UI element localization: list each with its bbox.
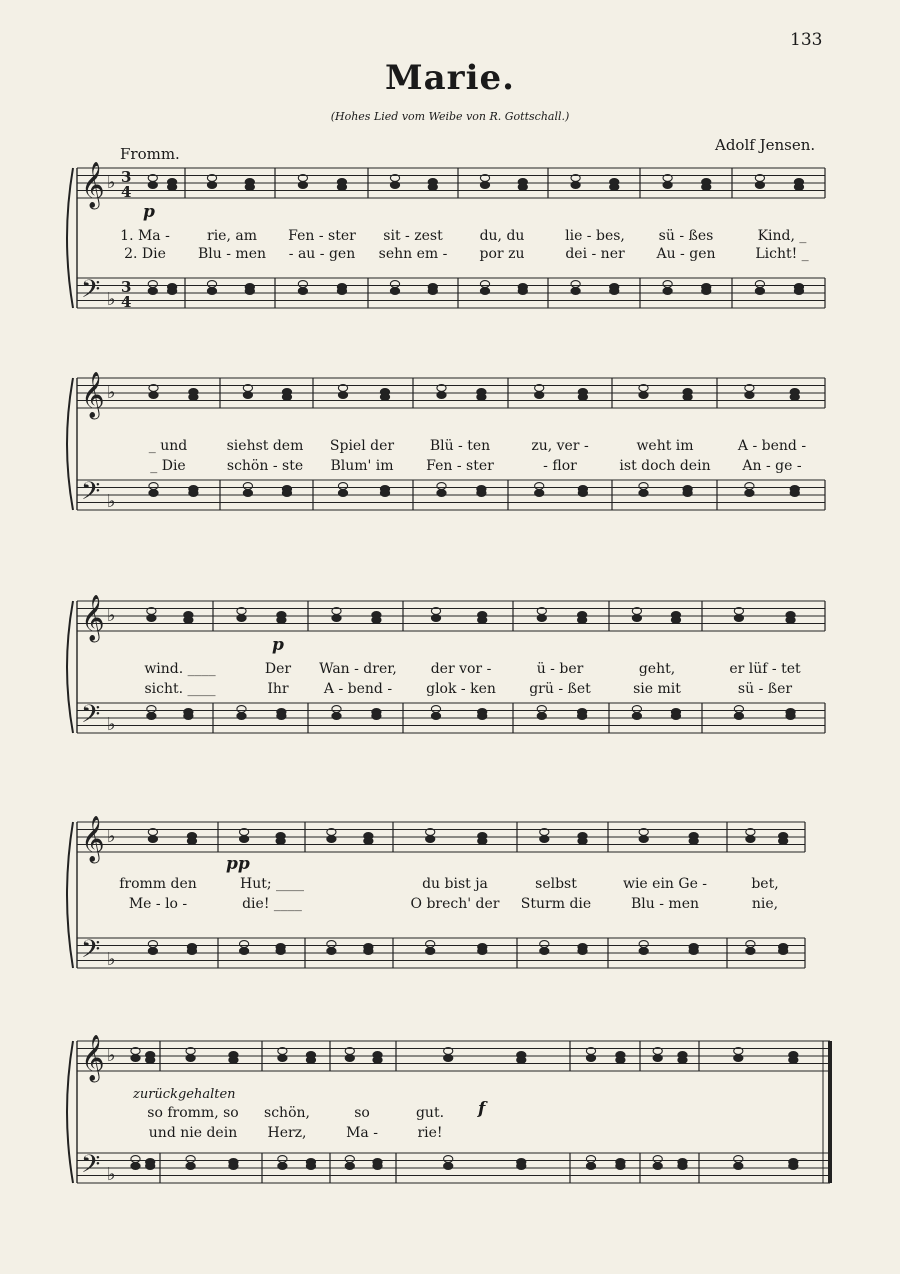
bass-clef: 𝄢	[81, 935, 101, 970]
time-signature-bottom: 4	[121, 293, 132, 311]
lyric-syllable: por zu	[479, 246, 525, 262]
note-head	[535, 483, 544, 490]
note-head	[229, 1163, 238, 1170]
note-head	[518, 184, 527, 191]
note-head	[187, 948, 196, 955]
note-head	[734, 615, 743, 622]
lyric-syllable: _ und	[148, 438, 188, 454]
note-head	[790, 394, 799, 401]
lyric-verse-2	[0, 896, 900, 918]
lyric-syllable: Sturm die	[520, 896, 592, 912]
note-head	[229, 1057, 238, 1064]
note-head	[689, 948, 698, 955]
note-head	[337, 288, 346, 295]
note-head	[789, 1057, 798, 1064]
note-head	[734, 1163, 743, 1170]
note-head	[616, 1163, 625, 1170]
note-head	[444, 1163, 453, 1170]
lyric-syllable: A - bend -	[737, 438, 807, 454]
lyric-syllable: Kind, _	[757, 228, 807, 244]
note-head	[189, 490, 198, 497]
note-head	[689, 838, 698, 845]
dynamic-marking: p	[272, 635, 284, 655]
lyric-syllable: gut.	[415, 1105, 445, 1121]
lyric-syllable: so	[354, 1105, 370, 1121]
lyric-syllable: Fen - ster	[426, 458, 494, 474]
note-head	[678, 1057, 687, 1064]
note-head	[683, 490, 692, 497]
lyric-syllable: Me - lo -	[128, 896, 188, 912]
note-head	[426, 941, 435, 948]
note-head	[745, 490, 754, 497]
note-head	[148, 948, 157, 955]
lyric-syllable: wind. ____	[144, 661, 216, 677]
note-head	[306, 1163, 315, 1170]
composer-name: Adolf Jensen.	[715, 136, 816, 154]
lyric-syllable: die! ____	[242, 896, 302, 912]
note-head	[734, 1156, 743, 1163]
note-head	[373, 1057, 382, 1064]
note-head	[276, 948, 285, 955]
note-head	[571, 182, 580, 189]
note-head	[277, 713, 286, 720]
lyric-syllable: sie mit	[633, 681, 681, 697]
note-head	[148, 288, 157, 295]
note-head	[147, 713, 156, 720]
music-system-2	[0, 372, 900, 532]
note-head	[184, 617, 193, 624]
note-head	[345, 1156, 354, 1163]
note-head	[632, 713, 641, 720]
lyric-syllable: rie, am	[207, 228, 257, 244]
note-head	[327, 941, 336, 948]
note-head	[437, 490, 446, 497]
note-head	[632, 706, 641, 713]
note-head	[380, 394, 389, 401]
lyric-syllable: sü - ßes	[658, 228, 714, 244]
note-head	[745, 483, 754, 490]
lyric-syllable: 2. Die	[124, 246, 166, 262]
note-head	[390, 288, 399, 295]
dynamic-marking: f	[478, 1099, 486, 1119]
note-head	[663, 288, 672, 295]
note-head	[537, 615, 546, 622]
lyric-syllable: ü - ber	[536, 661, 584, 677]
note-head	[332, 615, 341, 622]
lyric-syllable: dei - ner	[565, 246, 625, 262]
lyric-syllable: geht,	[638, 661, 676, 677]
note-head	[794, 288, 803, 295]
flat-sign: ♭	[107, 826, 116, 847]
lyric-syllable: weht im	[636, 438, 694, 454]
lyric-syllable: sit - zest	[383, 228, 443, 244]
note-head	[734, 1055, 743, 1062]
note-head	[278, 1156, 287, 1163]
note-head	[338, 483, 347, 490]
treble-clef: 𝄞	[81, 595, 105, 641]
note-head	[186, 1163, 195, 1170]
note-head	[653, 1055, 662, 1062]
lyric-syllable: du bist ja	[422, 876, 488, 892]
note-head	[540, 836, 549, 843]
note-head	[146, 1163, 155, 1170]
note-head	[671, 617, 680, 624]
lyric-verse-2	[0, 681, 900, 703]
note-head	[663, 182, 672, 189]
note-head	[146, 1057, 155, 1064]
note-head	[149, 483, 158, 490]
treble-clef: 𝄞	[81, 1035, 105, 1081]
note-head	[746, 836, 755, 843]
note-head	[578, 948, 587, 955]
note-head	[148, 941, 157, 948]
lyric-syllable: rie!	[417, 1125, 443, 1141]
note-head	[535, 490, 544, 497]
lyric-syllable: Blum' im	[330, 458, 394, 474]
lyric-syllable: Au - gen	[656, 246, 716, 262]
note-head	[610, 288, 619, 295]
note-head	[372, 617, 381, 624]
lyric-syllable: _ Die	[150, 458, 186, 474]
note-head	[338, 392, 347, 399]
note-head	[444, 1055, 453, 1062]
lyric-syllable: wie ein Ge -	[622, 876, 708, 892]
note-head	[332, 713, 341, 720]
note-head	[480, 281, 489, 288]
note-head	[237, 706, 246, 713]
note-head	[380, 490, 389, 497]
note-head	[578, 617, 587, 624]
note-head	[537, 706, 546, 713]
note-head	[586, 1055, 595, 1062]
lyric-syllable: Blu - men	[198, 246, 266, 262]
note-head	[632, 615, 641, 622]
note-head	[734, 706, 743, 713]
lyric-syllable: Blü - ten	[429, 438, 491, 454]
note-head	[187, 838, 196, 845]
bass-clef: 𝄢	[81, 477, 101, 512]
note-head	[277, 617, 286, 624]
music-system-3	[0, 595, 900, 755]
lyric-syllable: Der	[264, 661, 292, 677]
note-head	[444, 1156, 453, 1163]
note-head	[245, 184, 254, 191]
note-head	[428, 288, 437, 295]
bass-clef: 𝄢	[81, 275, 101, 310]
lyric-verse-2	[0, 458, 900, 480]
lyric-syllable: A - bend -	[323, 681, 393, 697]
note-head	[298, 288, 307, 295]
note-head	[240, 941, 249, 948]
flat-sign: ♭	[107, 949, 116, 970]
song-title: Marie.	[385, 58, 515, 98]
note-head	[278, 1055, 287, 1062]
note-head	[477, 490, 486, 497]
page-number: 133	[790, 30, 823, 50]
note-head	[745, 392, 754, 399]
dynamic-marking: pp	[226, 854, 250, 874]
note-head	[148, 281, 157, 288]
note-head	[237, 615, 246, 622]
note-head	[755, 288, 764, 295]
note-head	[478, 617, 487, 624]
lyric-syllable: er lüf - tet	[729, 661, 801, 677]
bass-clef: 𝄢	[81, 1150, 101, 1185]
note-head	[480, 182, 489, 189]
note-head	[147, 615, 156, 622]
note-head	[663, 281, 672, 288]
treble-clef: 𝄞	[81, 372, 105, 418]
music-system-4	[0, 816, 900, 976]
lyric-syllable: nie,	[751, 896, 779, 912]
note-head	[639, 483, 648, 490]
note-head	[245, 288, 254, 295]
lyric-syllable: zu, ver -	[531, 438, 589, 454]
note-head	[426, 836, 435, 843]
note-head	[518, 288, 527, 295]
note-head	[477, 394, 486, 401]
note-head	[306, 1057, 315, 1064]
note-head	[345, 1055, 354, 1062]
lyric-syllable: der vor -	[430, 661, 492, 677]
lyric-syllable: schön - ste	[226, 458, 304, 474]
lyric-verse-1	[0, 661, 900, 683]
flat-sign: ♭	[107, 491, 116, 512]
note-head	[390, 182, 399, 189]
note-head	[586, 1156, 595, 1163]
note-head	[147, 706, 156, 713]
lyric-verse-2	[0, 246, 900, 268]
flat-sign: ♭	[107, 1164, 116, 1185]
note-head	[578, 838, 587, 845]
time-signature-top: 3	[121, 168, 132, 186]
note-head	[578, 490, 587, 497]
note-head	[639, 490, 648, 497]
note-head	[276, 838, 285, 845]
lyric-verse-2	[0, 1125, 900, 1147]
note-head	[517, 1163, 526, 1170]
note-head	[478, 948, 487, 955]
note-head	[480, 288, 489, 295]
flat-sign: ♭	[107, 172, 116, 193]
note-head	[298, 281, 307, 288]
note-head	[517, 1057, 526, 1064]
note-head	[431, 706, 440, 713]
lyric-syllable: 1. Ma -	[120, 228, 170, 244]
note-head	[186, 1055, 195, 1062]
note-head	[779, 838, 788, 845]
lyric-syllable: Fen - ster	[288, 228, 356, 244]
note-head	[578, 394, 587, 401]
note-head	[702, 184, 711, 191]
lyric-syllable: fromm den	[119, 876, 197, 892]
note-head	[243, 392, 252, 399]
note-head	[243, 483, 252, 490]
note-head	[639, 948, 648, 955]
lyric-syllable: lie - bes,	[565, 228, 625, 244]
note-head	[332, 706, 341, 713]
note-head	[653, 1156, 662, 1163]
note-head	[338, 490, 347, 497]
lyric-syllable: O brech' der	[410, 896, 500, 912]
lyric-syllable: siehst dem	[226, 438, 304, 454]
note-head	[168, 288, 177, 295]
time-signature-bottom: 4	[121, 183, 132, 201]
note-head	[207, 281, 216, 288]
note-head	[540, 941, 549, 948]
lyric-syllable: schön,	[264, 1105, 310, 1121]
note-head	[678, 1163, 687, 1170]
note-head	[131, 1163, 140, 1170]
note-head	[364, 948, 373, 955]
note-head	[671, 713, 680, 720]
note-head	[789, 1163, 798, 1170]
note-head	[237, 713, 246, 720]
note-head	[734, 713, 743, 720]
note-head	[431, 615, 440, 622]
lyric-verse-1	[0, 876, 900, 898]
lyric-syllable: An - ge -	[742, 458, 802, 474]
bass-clef: 𝄢	[81, 700, 101, 735]
lyric-verse-1	[0, 1105, 900, 1127]
tempo-direction: zurückgehalten	[133, 1087, 236, 1102]
lyric-syllable: Spiel der	[329, 438, 395, 454]
note-head	[786, 617, 795, 624]
flat-sign: ♭	[107, 289, 116, 310]
music-system-1	[0, 160, 900, 330]
lyric-syllable: - flor	[543, 458, 577, 474]
lyric-syllable: Ma -	[346, 1125, 378, 1141]
note-head	[131, 1055, 140, 1062]
note-head	[586, 1163, 595, 1170]
note-head	[702, 288, 711, 295]
lyric-syllable: sü - ßer	[737, 681, 793, 697]
lyric-syllable: und nie dein	[148, 1125, 238, 1141]
flat-sign: ♭	[107, 605, 116, 626]
note-head	[327, 836, 336, 843]
note-head	[639, 392, 648, 399]
note-head	[282, 490, 291, 497]
note-head	[683, 394, 692, 401]
note-head	[779, 948, 788, 955]
note-head	[537, 713, 546, 720]
note-head	[437, 392, 446, 399]
note-head	[786, 713, 795, 720]
note-head	[149, 490, 158, 497]
note-head	[578, 713, 587, 720]
note-head	[168, 184, 177, 191]
note-head	[653, 1163, 662, 1170]
note-head	[535, 392, 544, 399]
note-head	[790, 490, 799, 497]
note-head	[478, 713, 487, 720]
note-head	[207, 288, 216, 295]
note-head	[616, 1057, 625, 1064]
note-head	[240, 948, 249, 955]
note-head	[437, 483, 446, 490]
flat-sign: ♭	[107, 714, 116, 735]
note-head	[240, 836, 249, 843]
note-head	[610, 184, 619, 191]
note-head	[639, 836, 648, 843]
note-head	[189, 394, 198, 401]
dynamic-marking: p	[143, 202, 155, 222]
lyric-syllable: Licht! _	[755, 246, 809, 262]
note-head	[571, 281, 580, 288]
note-head	[337, 184, 346, 191]
note-head	[131, 1156, 140, 1163]
flat-sign: ♭	[107, 1045, 116, 1066]
flat-sign: ♭	[107, 382, 116, 403]
treble-clef: 𝄞	[81, 816, 105, 862]
note-head	[149, 392, 158, 399]
note-head	[148, 836, 157, 843]
lyric-syllable: du, du	[479, 228, 525, 244]
note-head	[478, 838, 487, 845]
treble-clef: 𝄞	[81, 162, 105, 208]
lyric-syllable: so fromm, so	[147, 1105, 239, 1121]
note-head	[390, 281, 399, 288]
note-head	[746, 948, 755, 955]
lyric-syllable: grü - ßet	[529, 681, 591, 697]
note-head	[184, 713, 193, 720]
lyric-verse-1	[0, 438, 900, 460]
lyric-syllable: sehn em -	[378, 246, 448, 262]
note-head	[755, 182, 764, 189]
note-head	[426, 948, 435, 955]
note-head	[364, 838, 373, 845]
lyric-syllable: ist doch dein	[619, 458, 711, 474]
lyric-syllable: sicht. ____	[144, 681, 216, 697]
note-head	[431, 713, 440, 720]
note-head	[639, 941, 648, 948]
note-head	[298, 182, 307, 189]
note-head	[243, 490, 252, 497]
tempo-marking: Fromm.	[120, 145, 180, 163]
note-head	[278, 1163, 287, 1170]
music-system-5	[0, 1035, 900, 1215]
note-head	[327, 948, 336, 955]
note-head	[373, 1163, 382, 1170]
lyric-syllable: Herz,	[267, 1125, 307, 1141]
lyric-syllable: Hut; ____	[239, 876, 305, 892]
note-head	[428, 184, 437, 191]
note-head	[148, 182, 157, 189]
note-head	[571, 288, 580, 295]
note-head	[746, 941, 755, 948]
lyric-syllable: Wan - drer,	[319, 661, 397, 677]
song-subtitle: (Hohes Lied vom Weibe von R. Gottschall.)	[330, 110, 570, 123]
note-head	[372, 713, 381, 720]
note-head	[282, 394, 291, 401]
lyric-syllable: selbst	[535, 876, 577, 892]
note-head	[540, 948, 549, 955]
note-head	[755, 281, 764, 288]
lyric-syllable: bet,	[751, 876, 779, 892]
lyric-syllable: glok - ken	[426, 681, 496, 697]
time-signature-top: 3	[121, 278, 132, 296]
note-head	[186, 1156, 195, 1163]
note-head	[207, 182, 216, 189]
lyric-syllable: Blu - men	[631, 896, 699, 912]
note-head	[794, 184, 803, 191]
note-head	[345, 1163, 354, 1170]
lyric-syllable: - au - gen	[288, 246, 356, 262]
lyric-syllable: Ihr	[267, 681, 289, 697]
